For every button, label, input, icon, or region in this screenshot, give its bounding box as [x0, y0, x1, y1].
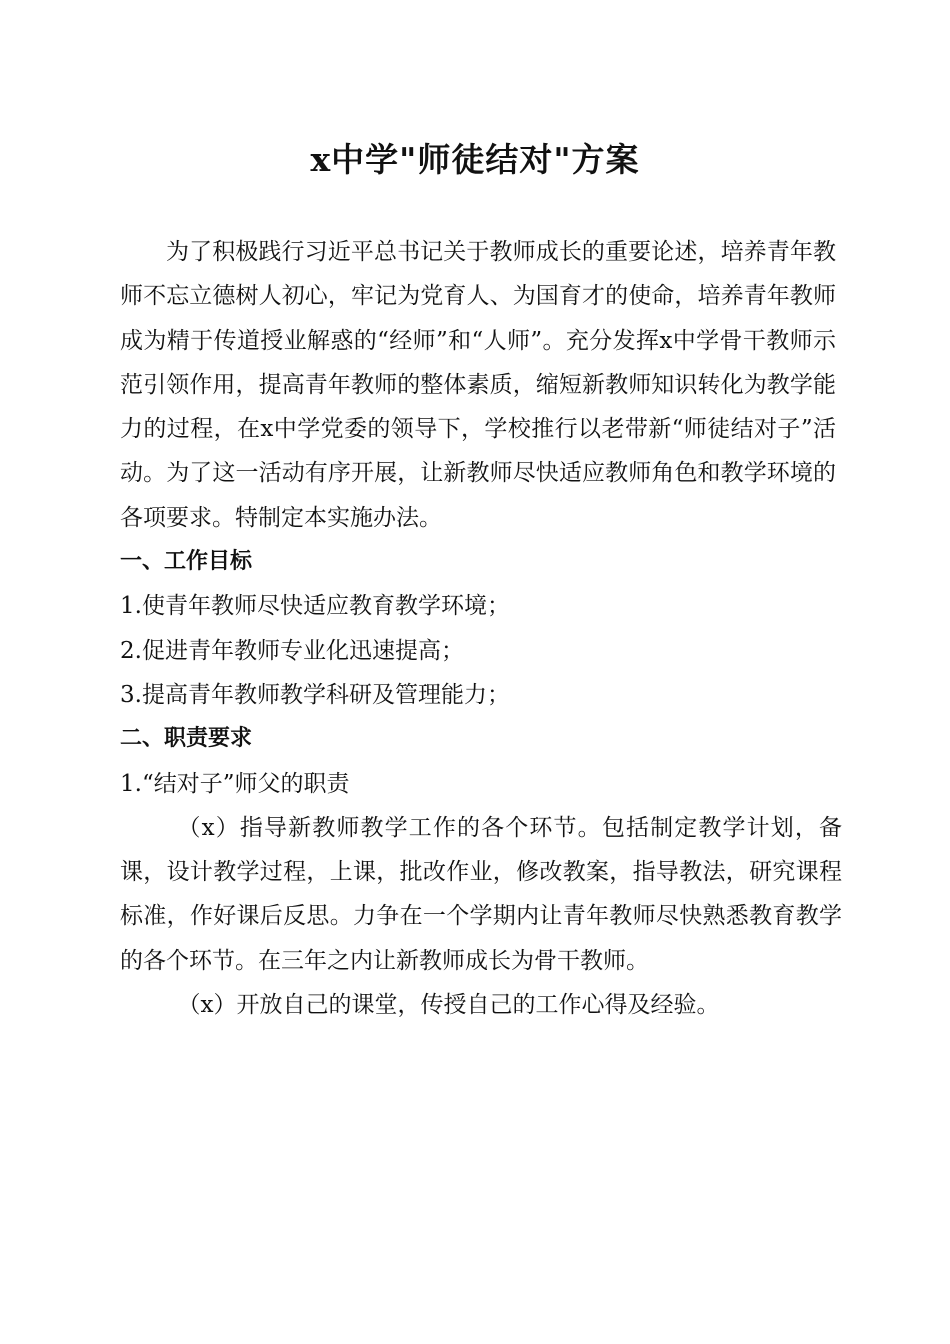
document-body [120, 230, 842, 1027]
document-title: x中学"师徒结对"方案 [310, 140, 640, 179]
duty-paragraph: （x）指导新教师教学工作的各个环节。包括制定教学计划，备课，设计教学过程，上课，批改作业，修改教案，指导教法，研究课程标准，作好课后反思。力争在一个学期内让青年教师尽快熟悉教育教学的各个环节。在三年之内让新教师成长为骨干教师。 [120, 814, 842, 974]
goal-item: 2.促进青年教师专业化迅速提高； [120, 637, 464, 664]
goal-item: 1.使青年教师尽快适应教育教学环境； [120, 593, 510, 620]
section-heading-goals: 一、工作目标 [120, 549, 253, 575]
intro-paragraph: 为了积极践行习近平总书记关于教师成长的重要论述，培养青年教师不忘立德树人初心，牢记为党育人、为国育才的使命，培养青年教师成为精于传道授业解惑的“经师”和“人师”。充分发挥x中学骨干教师示范引领作用，提高青年教师的整体素质，缩短新教师知识转化为教学能力的过程，在x中学党委的领导下，学校推行以老带新“师徒结对子”活动。为了这一活动有序开展，让新教师尽快适应教师角色和教学环境的各项要求。特制定本实施办法。 [120, 239, 836, 531]
section-heading-duties: 二、职责要求 [120, 726, 253, 752]
duty-paragraph: （x）开放自己的课堂，传授自己的工作心得及经验。 [177, 992, 720, 1019]
goal-item: 3.提高青年教师教学科研及管理能力； [120, 681, 510, 708]
duty-sub-heading: 1.“结对子”师父的职责 [120, 770, 350, 797]
